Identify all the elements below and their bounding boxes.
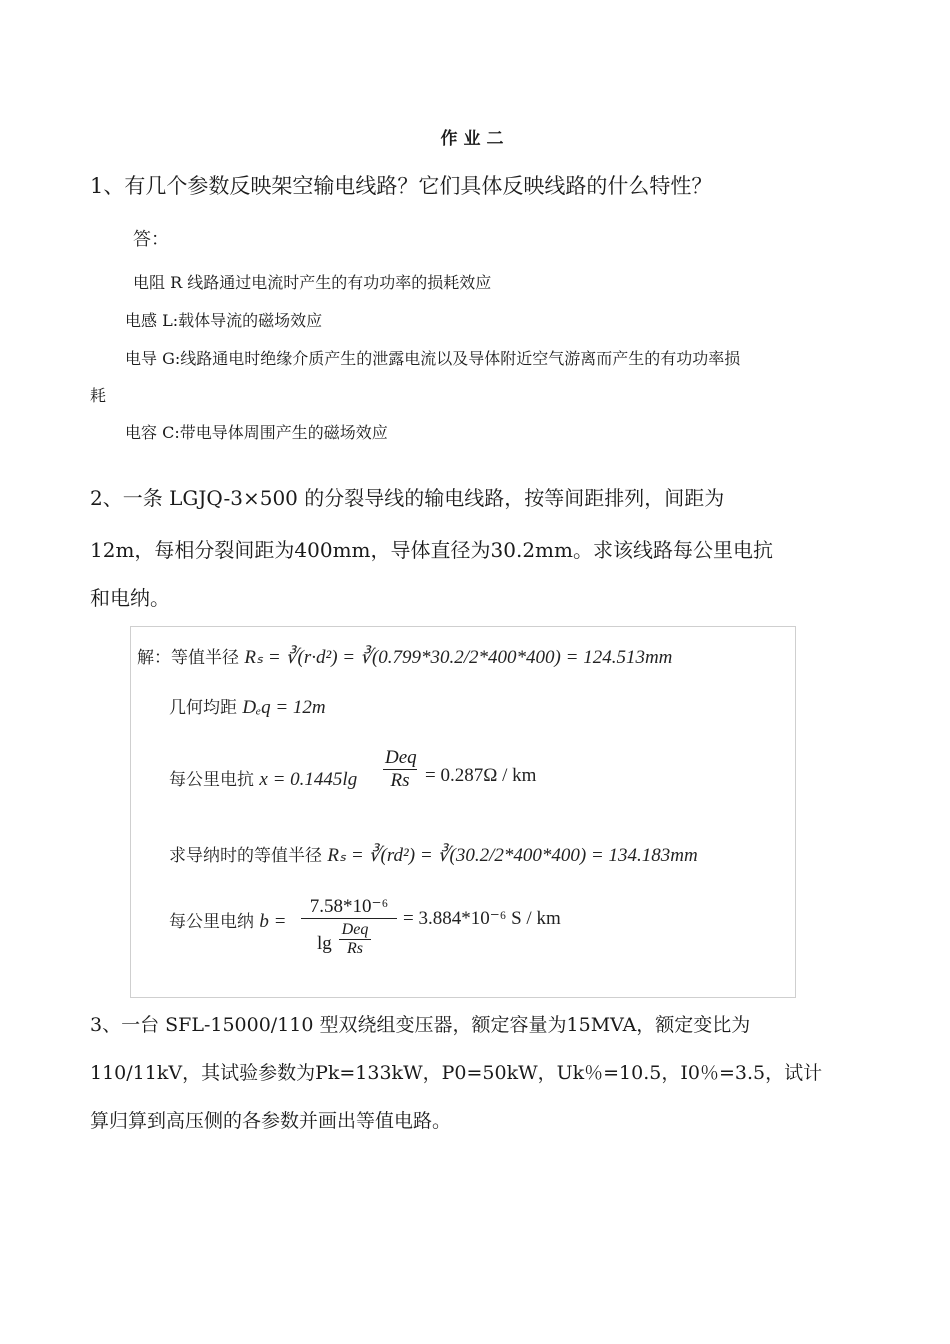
formula-reactance-numerator: Deq [385, 747, 417, 768]
formula-reactance-result: = 0.287Ω / km [425, 765, 537, 786]
formula-geometric-mean-distance: Dₑq = 12m [242, 697, 326, 718]
formula-susceptance-lg: lg [317, 933, 332, 954]
question-1: 1、有几个参数反映架空输电线路？它们具体反映线路的什么特性？ [90, 174, 713, 198]
solution-label-1: 解：等值半径 [137, 648, 239, 668]
solution-label-4: 求导纳时的等值半径 [169, 846, 322, 866]
question-2-line-2: 12m，每相分裂间距为400mm，导体直径为30.2mm。求该线路每公里电抗 [90, 538, 773, 562]
answer-item-capacitance: 电容 C:带电导体周围产生的磁场效应 [125, 423, 388, 442]
formula-susceptance-inner-denominator: Rs [347, 940, 363, 957]
solution-label-5: 每公里电纳 [169, 912, 254, 932]
answer-item-resistance: 电阻 R 线路通过电流时产生的有功功率的损耗效应 [133, 273, 492, 292]
formula-susceptance-result: = 3.884*10⁻⁶ S / km [403, 908, 561, 929]
answer-item-conductance-cont: 耗 [90, 386, 107, 405]
formula-susceptance-numerator: 7.58*10⁻⁶ [301, 895, 397, 919]
formula-susceptance-pre: b = [259, 911, 287, 932]
answer-label: 答： [133, 229, 169, 250]
question-3-line-3: 算归算到高压侧的各参数并画出等值电路。 [90, 1110, 452, 1132]
answer-item-conductance: 电导 G:线路通电时绝缘介质产生的泄露电流以及导体附近空气游离而产生的有功功率损 [125, 349, 741, 368]
question-2-line-1: 2、一条 LGJQ-3×500 的分裂导线的输电线路，按等间距排列，间距为 [90, 486, 725, 510]
page-title: 作业二 [440, 129, 510, 149]
answer-item-inductance: 电感 L:载体导流的磁场效应 [125, 311, 323, 330]
question-3-line-1: 3、一台 SFL-15000/110 型双绕组变压器，额定容量为15MVA，额定变比为 [90, 1014, 751, 1036]
formula-reactance-pre: x = 0.1445lg [259, 769, 358, 790]
formula-admittance-radius: Rₛ = ∛(rd²) = ∛(30.2/2*400*400) = 134.183mm [327, 845, 698, 866]
solution-figure [130, 626, 796, 998]
solution-label-3: 每公里电抗 [169, 770, 254, 790]
formula-susceptance-inner-numerator: Deq [339, 921, 371, 940]
question-3-line-2: 110/11kV，其试验参数为Pk=133kW，P0=50kW，Uk％=10.5，I0％=3.5，试计 [90, 1062, 823, 1084]
formula-reactance-denominator: Rs [390, 770, 410, 791]
question-2-line-3: 和电纳。 [90, 586, 170, 610]
solution-label-2: 几何均距 [169, 698, 237, 718]
formula-equivalent-radius: Rₛ = ∛(r·d²) = ∛(0.799*30.2/2*400*400) = 124.513mm [244, 647, 673, 668]
